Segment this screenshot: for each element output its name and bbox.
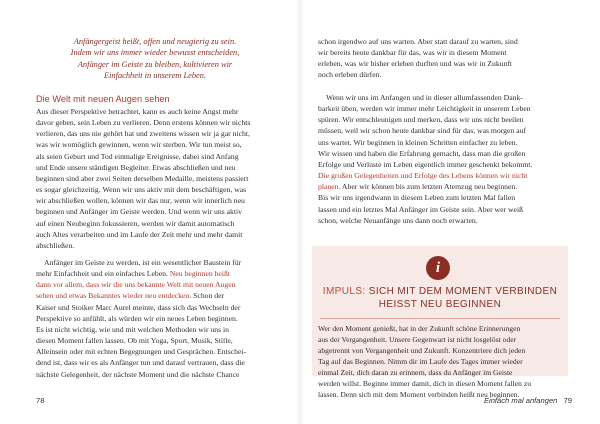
text-line: [36, 346, 274, 357]
text-line: [318, 159, 560, 170]
highlighted-text: planen.: [318, 182, 341, 192]
right-paragraph-1: [318, 36, 560, 81]
text-run: dend ist, dass wir es als Anfänger tun und darauf vertrauen, dass die: [36, 358, 245, 368]
text-line: [36, 257, 274, 268]
text-line: auf einen Neubeginn fokussieren, werden wir damit automatisch: [36, 218, 235, 228]
left-paragraph-1: [36, 106, 274, 251]
pull-quote-line: Anfängergeist heißt, offen und neugierig zu sein.: [73, 37, 237, 46]
text-line: [36, 324, 274, 335]
impuls-title-line-2: HEISST NEU BEGINNEN: [378, 298, 502, 310]
text-line: [36, 290, 274, 301]
text-line: Tag auf das Beginnen. Nimm dir im Laufe des Tages immer wieder: [318, 357, 523, 367]
text-line: [318, 181, 560, 192]
text-run: Anfänger im Geiste zu werden, ist ein wesentlicher Baustein für: [44, 258, 242, 267]
impuls-text: [318, 323, 562, 400]
pull-quote-line: Einfachheit in unserem Leben.: [103, 71, 207, 81]
text-run: mehr Einfachheit und ein einfaches Leben.: [36, 269, 170, 279]
text-line: Wer den Moment genießt, hat in der Zukunft schöne Erinnerungen: [318, 324, 521, 333]
text-line: [36, 369, 274, 380]
text-run: müssen, weil wir schon heute dankbar sind für das, was morgen auf: [318, 126, 527, 136]
text-run: Wenn wir uns im Anfangen und in dieser allumfassenden Dank-: [326, 93, 523, 102]
text-line: beginnen und Anfänger im Geiste werden. Und wenn wir uns aktiv: [36, 207, 243, 217]
text-line: [318, 125, 560, 136]
page-gutter: [296, 0, 304, 424]
text-run: Erfolge und Verluste im Leben eigentlich immer geschenkt bekommt.: [318, 159, 533, 169]
text-line: werden willst. Beginne immer damit, dich in diesen Moment fallen zu: [318, 379, 531, 389]
text-run: Perspektive so anfühlt, als würden wir ein neues Leben beginnen.: [36, 313, 238, 323]
text-line: [318, 137, 560, 148]
highlighted-text: sehen und etwas Bekanntes wieder neu entdecken.: [36, 291, 192, 301]
pull-quote-line: Anfänger im Geiste zu bleiben, kultivieren wir: [77, 59, 233, 69]
page-number-left: 78: [36, 396, 45, 405]
pull-quote: [36, 36, 274, 82]
text-line: [318, 114, 560, 125]
info-icon: i: [426, 256, 450, 280]
text-line: auch Altes verarbeiten und im Laufe der Zeit mehr und mehr damit: [36, 229, 243, 239]
text-line: [36, 268, 274, 279]
text-line: wir abschließen wollen, können wir das nur, wenn wir innerlich neu: [36, 196, 245, 206]
text-line: abschließen.: [36, 240, 75, 250]
section-heading: Die Welt mit neuen Augen sehen: [36, 94, 170, 104]
text-line: [318, 92, 560, 103]
text-line: lassen. Denn sich mit dem Moment verbinden heißt neu beginnen.: [318, 390, 520, 400]
text-run: lassen und ein letztes Mal Anfänger im Geiste sein. Aber wer weiß: [318, 204, 523, 214]
text-run: Wir wissen und haben die Erfahrung gemacht, dass man die großen: [318, 148, 526, 158]
right-paragraph-2: [318, 92, 560, 226]
impuls-title-line-1: [312, 286, 568, 299]
text-line: was wir womöglich gewinnen, wenn wir sterben. Wir tun meist so,: [36, 140, 242, 150]
text-run: schon, welche Neuanfänge uns dann noch erwarten.: [318, 215, 478, 225]
left-paragraph-2: [36, 257, 274, 380]
text-run: Kaiser und Stoiker Marc Aurel meinte, dass sich das Wechseln der: [36, 302, 241, 312]
text-line: [36, 357, 274, 368]
text-run: Schon der: [191, 291, 225, 301]
text-line: [318, 148, 560, 159]
text-line: [318, 215, 560, 226]
text-line: einmal Zeit, dich daran zu erinnern, dass du Anfänger im Geiste: [318, 368, 513, 378]
text-line: noch erleben dürfen.: [318, 70, 382, 80]
text-run: spüren. Wir entschleunigen und merken, dass wir uns nicht beeilen: [318, 115, 524, 125]
text-run: Bis wir uns irgendwann in diesem Leben zum letzten Mal fallen: [318, 193, 516, 203]
text-line: [36, 279, 274, 290]
highlighted-text: dann vor allem, dass wir die uns bekannte Welt mit neuen Augen: [36, 280, 236, 290]
text-run: barkeit üben, werden wir immer mehr Leichtigkeit in unserem Leben: [318, 104, 531, 114]
text-line: [318, 170, 560, 181]
page-number-right: 79: [563, 396, 572, 405]
text-line: verlieren, das uns nie gehört hat und zweitens wissen wir ja gar nicht,: [36, 129, 250, 139]
impuls-label: IMPULS:: [322, 286, 366, 297]
page-footer-right: [484, 396, 572, 405]
text-line: [318, 204, 560, 215]
highlighted-text: Neu beginnen heißt: [169, 269, 231, 279]
text-line: aus der Vergangenheit. Unsere Gegenwart ist nicht losgelöst oder: [318, 335, 517, 345]
text-line: beginnen sind aber zwei Seiten derselben Medaille, meistens passiert: [36, 173, 249, 183]
text-run: Es ist nicht wichtig, wie und mit welchen Methoden wir uns in: [36, 324, 230, 334]
text-line: Aus dieser Perspektive betrachtet, kann es auch keine Angst mehr: [36, 107, 239, 116]
text-line: wir bereits heute dankbar für das, was wir in diesem Moment: [318, 48, 507, 58]
impuls-title: [312, 286, 568, 311]
text-run: nächste Gelegenheit, der nächste Moment und die nächste Chance: [36, 369, 240, 379]
pull-quote-line: Indem wir uns immer wieder bewusst entscheiden,: [70, 48, 240, 58]
text-run: Alleinsein oder mit echten Begegnungen und Gesprächen. Entschei-: [36, 347, 247, 357]
impuls-divider: [320, 318, 560, 319]
text-line: und Ende unsere ständigen Begleiter. Etwas abschließen und neu: [36, 162, 236, 172]
text-line: abgetrennt von Vergangenheit und Zukunft. Konzentriere dich jeden: [318, 346, 526, 356]
text-line: als seien Geburt und Tod einmalige Ereignisse, dabei sind Anfang: [36, 151, 239, 161]
text-run: Aber wir können bis zum letzten Atemzug neu beginnen.: [340, 182, 518, 192]
text-line: schon irgendwo auf uns warten. Aber statt darauf zu warten, sind: [318, 37, 518, 46]
text-line: [36, 313, 274, 324]
text-line: [318, 192, 560, 203]
text-line: davor geben, sein Leben zu verlieren. Denn erstens können wir nichts: [36, 118, 251, 128]
highlighted-text: Die großen Gelegenheiten und Erfolge des Lebens können wir nicht: [318, 171, 528, 181]
text-run: diesen Moment fallen lassen. Ob mit Yoga, Sport, Musik, Stille,: [36, 336, 233, 346]
text-run: uns wartet. Wir beginnen in kleinen Schritten einfacher zu leben.: [318, 137, 518, 147]
text-line: es sogar gleichzeitig. Wenn wir uns aktiv mit dem beschäftigen, was: [36, 185, 247, 195]
text-line: erleben, was wir bisher erleben durften und was wir in Zukunft: [318, 59, 513, 69]
text-line: [36, 335, 274, 346]
text-line: [318, 103, 560, 114]
impuls-title-text-1: SICH MIT DEM MOMENT VERBINDEN: [368, 286, 558, 297]
text-line: [36, 302, 274, 313]
running-head: Einfach mal anfangen: [483, 396, 558, 405]
